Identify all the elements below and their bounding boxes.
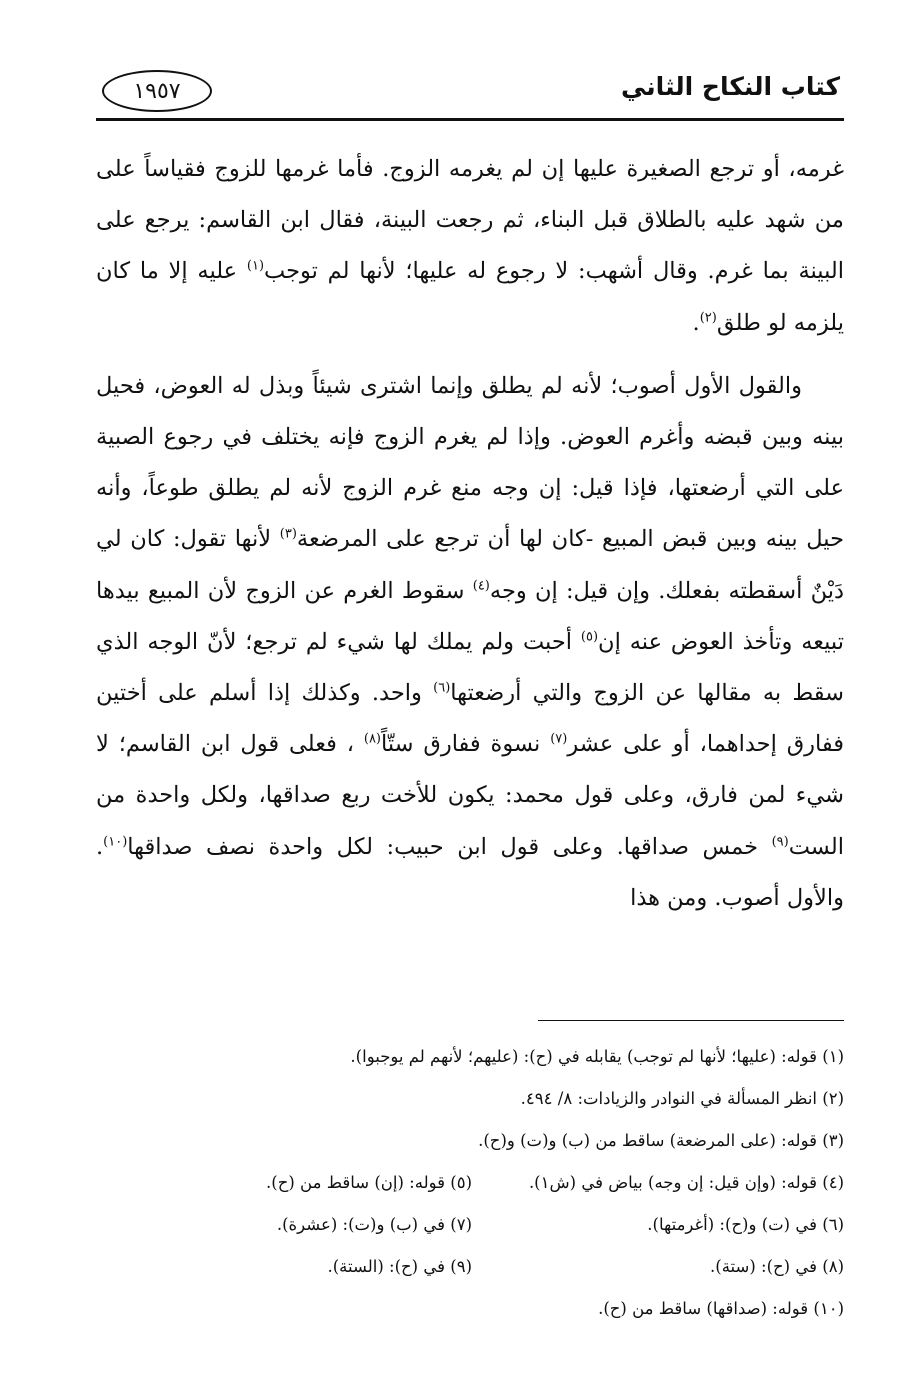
footnote: (٢) انظر المسألة في النوادر والزيادات: ٨/ ٤٩٤. <box>520 1089 844 1108</box>
footnote: (٧) في (ب) و(ت): (عشرة). <box>276 1215 472 1234</box>
footnote-rule <box>538 1020 844 1021</box>
footnote-reference: (٥) <box>580 629 599 645</box>
text-run: . والأول أصوب. ومن هذا <box>96 833 844 911</box>
footnote-reference: (٧) <box>550 731 568 747</box>
text-run: سقوط الغرم عن الزوج لأن المبيع بيدها تبيعه وتأخذ العوض عنه إن <box>96 577 844 655</box>
body-paragraph <box>96 144 844 349</box>
footnote-reference: (٢) <box>699 310 717 326</box>
footnote-reference: (٩) <box>771 834 789 850</box>
footnote: (٤) قوله: (وإن قيل: إن وجه) بياض في (ش١). <box>528 1173 844 1192</box>
footnote-row <box>196 1288 844 1330</box>
header-rule <box>96 118 844 121</box>
text-run: أحبت ولم يملك لها شيء لم ترجع؛ لأنّ الوجه الذي سقط به مقالها عن الزوج والتي أرضعتها <box>96 628 844 707</box>
body-text <box>96 144 844 924</box>
footnote-row <box>196 1204 844 1246</box>
footnote-reference: (٨) <box>363 731 381 747</box>
text-run: خمس صداقها. وعلى قول ابن حبيب: لكل واحدة نصف صداقها <box>127 833 772 860</box>
footnote-row <box>196 1120 844 1162</box>
text-run: والقول الأول أصوب؛ لأنه لم يطلق وإنما اشترى شيئاً وبذل له العوض، فحيل بينه وبين قبضه وأغرم العوض. وإذا لم يغرم الزوج فإنه يختلف في رجوع الصبية على التي أرضعتها، فإذا قيل: إن وجه منع غرم الزوج لأنه لم يطلق طوعاً، وأنه حيل بينه وبين قبض المبيع -كان لها أن ترجع على المرضعة <box>96 372 845 553</box>
book-title: كتاب النكاح الثاني <box>621 72 840 101</box>
footnote: (٣) قوله: (على المرضعة) ساقط من (ب) و(ت) و(ح). <box>478 1131 844 1150</box>
footnotes <box>196 1036 844 1330</box>
body-paragraph <box>96 361 844 924</box>
footnote-reference: (١٠) <box>103 834 128 850</box>
footnote: (٩) في (ح): (الستة). <box>327 1257 472 1276</box>
text-run: ، فعلى قول ابن القاسم؛ لا شيء لمن فارق، وعلى قول محمد: يكون للأخت ربع صداقها، ولكل واحدة من الست <box>96 731 844 860</box>
footnote-reference: (٤) <box>472 578 490 594</box>
footnote-row <box>196 1036 844 1078</box>
page-number: ١٩٥٧ <box>102 70 212 112</box>
footnote-reference: (٦) <box>433 680 451 696</box>
footnote: (٦) في (ت) و(ح): (أغرمتها). <box>647 1215 844 1234</box>
text-run: لأنها تقول: كان لي دَيْنٌ أسقطته بفعلك. وإن قيل: إن وجه <box>96 526 844 604</box>
text-run: . <box>692 309 700 336</box>
footnote-reference: (١) <box>246 258 265 274</box>
text-run: واحد. وكذلك إذا أسلم على أختين ففارق إحداهما، أو على عشر <box>96 680 845 758</box>
text-run: عليه إلا ما كان يلزمه لو طلق <box>96 258 844 336</box>
page-header <box>96 58 844 122</box>
footnote: (٥) قوله: (إن) ساقط من (ح). <box>266 1173 472 1192</box>
footnote-row <box>196 1078 844 1120</box>
footnote-row <box>196 1246 844 1288</box>
footnote: (٨) في (ح): (ستة). <box>710 1257 844 1276</box>
text-run: نسوة ففارق ستّاً <box>381 731 551 758</box>
footnote-reference: (٣) <box>279 526 297 542</box>
footnote: (١) قوله: (عليها؛ لأنها لم توجب) يقابله في (ح): (عليهم؛ لأنهم لم يوجبوا). <box>350 1047 844 1066</box>
text-run: غرمه، أو ترجع الصغيرة عليها إن لم يغرمه الزوج. فأما غرمها للزوج فقياساً على من شهد عليه بالطلاق قبل البناء، ثم رجعت البينة، فقال ابن القاسم: يرجع على البينة بما غرم. وقال أشهب: لا رجوع له عليها؛ لأنها لم توجب <box>96 156 844 285</box>
footnote: (١٠) قوله: (صداقها) ساقط من (ح). <box>598 1299 844 1318</box>
footnote-row <box>196 1162 844 1204</box>
